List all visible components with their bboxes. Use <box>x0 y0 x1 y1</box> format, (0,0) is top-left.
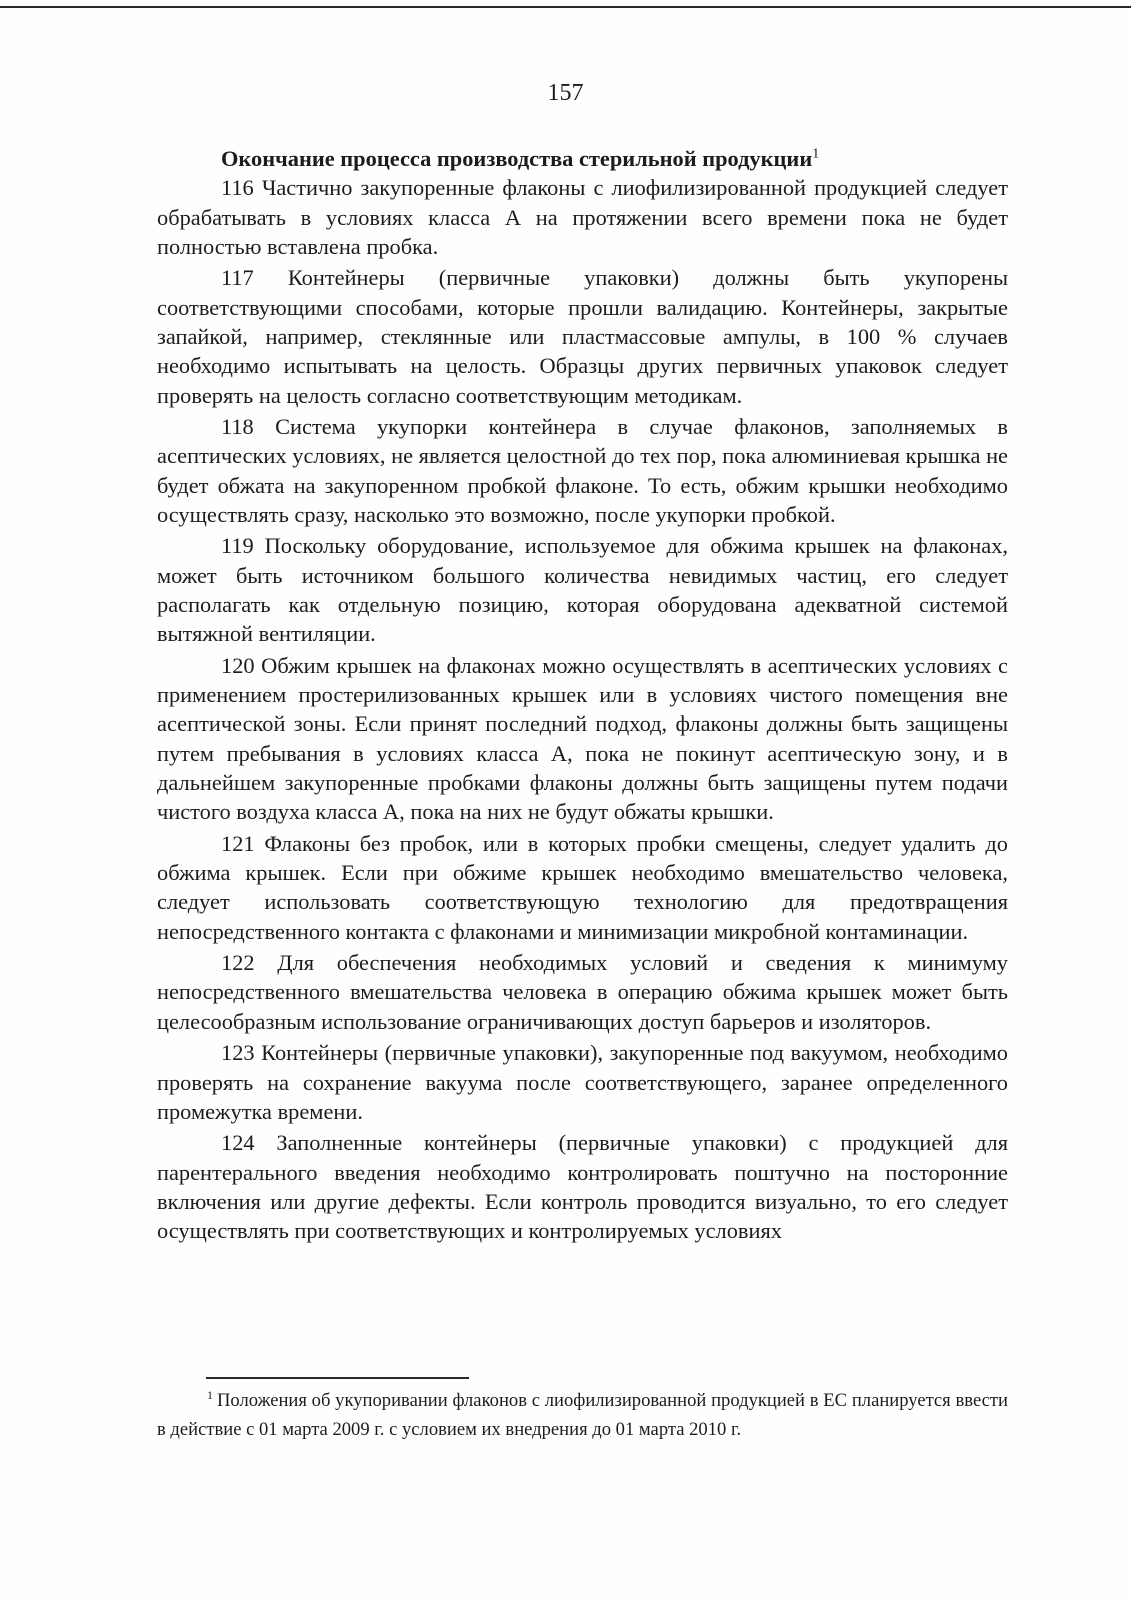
footnote-reference[interactable]: 1 <box>812 146 820 162</box>
paragraph-116: 116 Частично закупоренные флаконы с лиофилизированной продукцией следует обрабатывать в условиях класса А на протяжении всего времени пока не будет полностью вставлена пробка. <box>157 175 1008 259</box>
paragraph-121: 121 Флаконы без пробок, или в которых пробки смещены, следует удалить до обжима крышек. Если при обжиме крышек необходимо вмешательство человека, следует использовать соответствующую технологию для предотвращения непосредственного контакта с флаконами и минимизации микробной контаминации. <box>157 830 1008 944</box>
footnote-text: Положения об укупоривании флаконов с лиофилизированной продукцией в ЕС планируется ввести в действие с 01 марта 2009 г. с условием их внедрения до 01 марта 2010 г. <box>157 1390 1008 1440</box>
document-body <box>157 144 1008 1248</box>
paragraph-117: 117 Контейнеры (первичные упаковки) должны быть укупорены соответствующими способами, которые прошли валидацию. Контейнеры, закрытые запайкой, например, стеклянные или пластмассовые ампулы, в 100 % случаев необходимо испытывать на целость. Образцы других первичных упаковок следует проверять на целость согласно соответствующим методикам. <box>157 265 1008 408</box>
section-heading-text: Окончание процесса производства стерильной продукции <box>221 146 813 171</box>
paragraph-123: 123 Контейнеры (первичные упаковки), закупоренные под вакуумом, необходимо проверять на сохранение вакуума после соответствующего, заранее определенного промежутка времени. <box>157 1040 1008 1124</box>
paragraph-122: 122 Для обеспечения необходимых условий и сведения к минимуму непосредственного вмешательства человека в операцию обжима крышек может быть целесообразным использование ограничивающих доступ барьеров и изоляторов. <box>157 950 1008 1034</box>
footnote-separator <box>206 1377 469 1379</box>
paragraph-124: 124 Заполненные контейнеры (первичные упаковки) с продукцией для парентерального введения необходимо контролировать поштучно на посторонние включения или другие дефекты. Если контроль проводится визуально, то его следует осуществлять при соответствующих и контролируемых условиях <box>157 1130 1008 1244</box>
page-number: 157 <box>547 80 584 106</box>
top-border-line <box>0 6 1131 8</box>
paragraph-120: 120 Обжим крышек на флаконах можно осуществлять в асептических условиях с применением простерилизованных крышек или в условиях чистого помещения вне асептической зоны. Если принят последний подход, флаконы должны быть защищены путем пребывания в условиях класса А, пока не покинут асептическую зону, и в дальнейшем закупоренные пробками флаконы должны быть защищены путем подачи чистого воздуха класса А, пока на них не будут обжаты крышки. <box>157 652 1008 825</box>
paragraph-118: 118 Система укупорки контейнера в случае флаконов, заполняемых в асептических условиях, не является целостной до тех пор, пока алюминиевая крышка не будет обжата на закупоренном пробкой флаконе. То есть, обжим крышки необходимо осуществлять сразу, насколько это возможно, после укупорки пробкой. <box>157 414 1008 527</box>
footnote: $^1$ Положения об укупоривании флаконов с лиофилизированной продукцией в ЕС планируется ввести в действие с 01 марта 2009 г. с условием их внедрения до 01 марта 2010 г. <box>157 1387 1008 1440</box>
paragraph-119: 119 Поскольку оборудование, используемое для обжима крышек на флаконах, может быть источником большого количества невидимых частиц, его следует располагать как отдельную позицию, которая оборудована адекватной системой вытяжной вентиляции. <box>157 533 1008 647</box>
section-heading <box>157 144 1008 173</box>
